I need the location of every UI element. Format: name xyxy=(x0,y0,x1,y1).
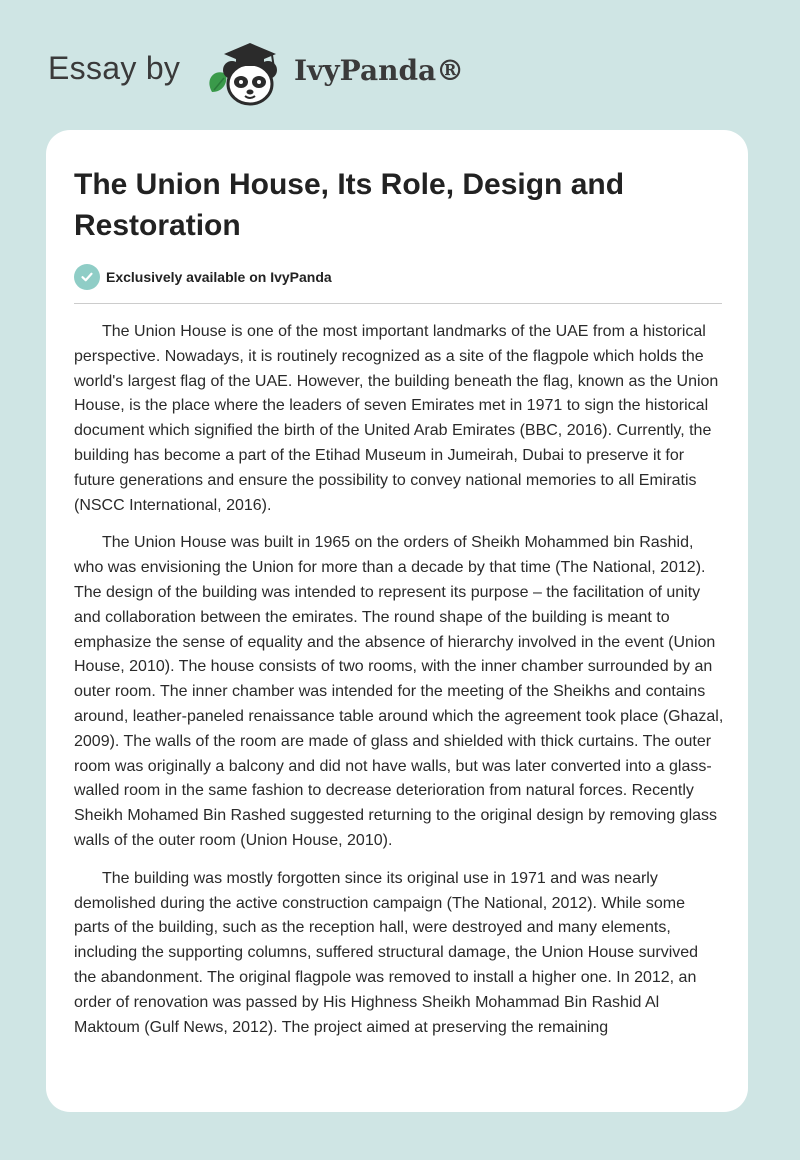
ivypanda-logo-text[interactable]: IvyPanda® xyxy=(294,54,465,87)
site-header xyxy=(48,34,508,114)
essay-by-label: Essay by xyxy=(48,50,181,86)
exclusive-badge-label: Exclusively available on IvyPanda xyxy=(106,269,332,285)
divider xyxy=(74,303,722,304)
page-title: The Union House, Its Role, Design and Restoration xyxy=(74,168,625,242)
paragraph: The building was mostly forgotten since its original use in 1971 and was nearly demolished during the active construction campaign (The National, 2012). While some parts of the building, such as the reception hall, were destroyed and many elements, including the supporting columns, suffered structural damage, the Union House survived the abandonment. The original flagpole was removed to install a higher one. In 2012, an order of renovation was passed by His Highness Sheikh Mohammad Bin Rashid Al Maktoum (Gulf News, 2012). The project aimed at preserving the remaining xyxy=(74,869,699,1036)
essay-body xyxy=(74,320,724,1053)
exclusive-badge xyxy=(74,264,332,290)
paragraph: The Union House was built in 1965 on the orders of Sheikh Mohammed bin Rashid, who was envisioning the Union for more than a decade by that time (The National, 2012). The design of the building was intended to represent its purpose – the facilitation of unity and collaboration between the emirates. The round shape of the building is meant to emphasize the sense of equality and the absence of hierarchy involved in the event (Union House, 2010). The house consists of two rooms, with the inner chamber surrounded by an outer room. The inner chamber was intended for the meeting of the Sheikhs and contains around, leather-paneled renaissance table around which the agreement took place (Ghazal, 2009). The walls of the room are made of glass and shielded with thick curtains. The outer room was originally a balcony and did not have walls, but was later converted into a glass-walled room in the same fashion to decrease deterioration from natural forces. Recently Sheikh Mohamed Bin Rashed suggested returning to the original design by removing glass walls of the outer room (Union House, 2010). xyxy=(74,534,724,849)
paragraph: The Union House is one of the most important landmarks of the UAE from a historical perspective. Nowadays, it is routinely recognized as a site of the flagpole which holds the world's largest flag of the UAE. However, the building beneath the flag, known as the Union House, is the place where the leaders of seven Emirates met in 1971 to sign the historical document which signified the birth of the United Arab Emirates (BBC, 2016). Currently, the building has become a part of the Etihad Museum in Jumeirah, Dubai to preserve it for future generations and ensure the possibility to convey national memories to all Emiratis (NSCC International, 2016). xyxy=(74,323,719,514)
check-circle-icon xyxy=(74,264,100,290)
essay-card xyxy=(46,130,748,1112)
panda-graduate-icon[interactable] xyxy=(202,34,292,110)
